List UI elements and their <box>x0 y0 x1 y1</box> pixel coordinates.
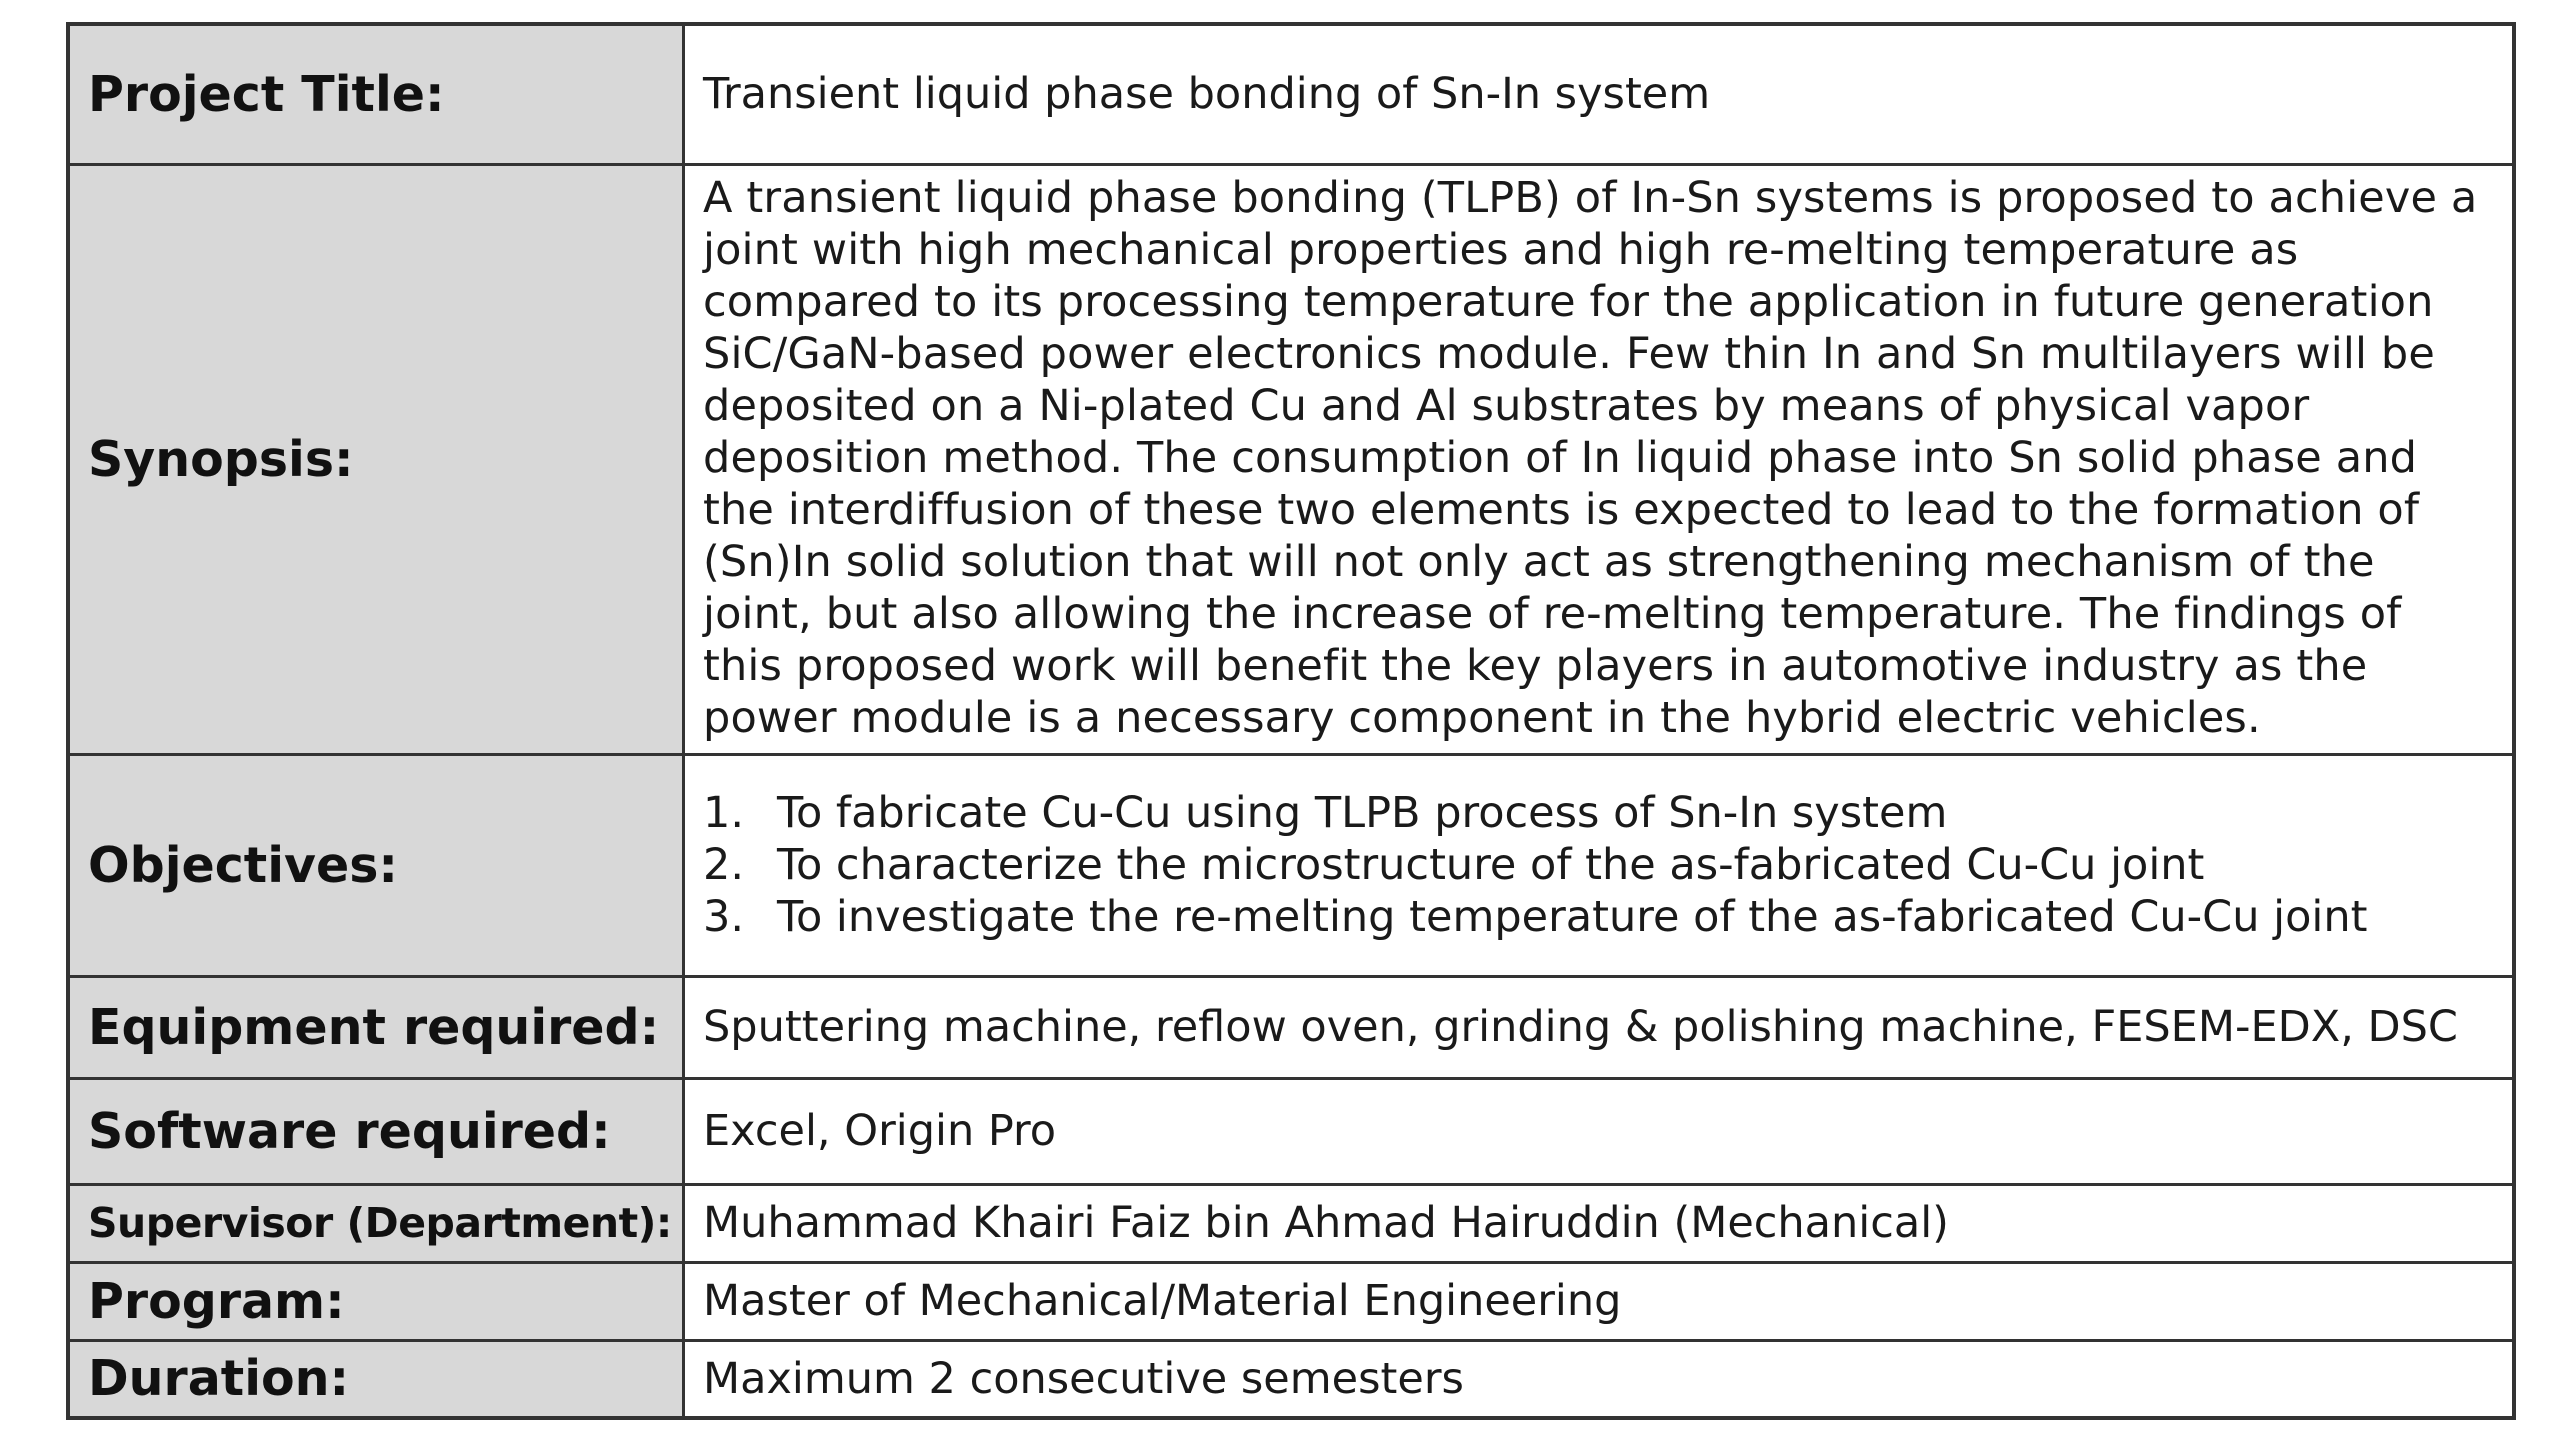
objective-text: To characterize the microstructure of the as-fabricated Cu-Cu joint <box>777 840 2205 890</box>
row-program <box>68 1262 2514 1340</box>
label-synopsis: Synopsis: <box>68 164 684 754</box>
value-synopsis-cell <box>684 164 2515 754</box>
objective-number: 2. <box>703 840 745 890</box>
row-supervisor <box>68 1184 2514 1262</box>
objective-item <box>703 787 2494 839</box>
label-objectives: Objectives: <box>68 754 684 976</box>
row-software <box>68 1078 2514 1184</box>
value-software: Excel, Origin Pro <box>684 1078 2515 1184</box>
project-sheet <box>66 22 2516 1420</box>
project-details-table <box>66 22 2516 1420</box>
value-objectives-cell <box>684 754 2515 976</box>
label-equipment: Equipment required: <box>68 976 684 1078</box>
value-duration: Maximum 2 consecutive semesters <box>684 1340 2515 1418</box>
objective-number: 3. <box>703 892 745 942</box>
value-supervisor: Muhammad Khairi Faiz bin Ahmad Hairuddin (Mechanical) <box>684 1184 2515 1262</box>
objective-text: To fabricate Cu-Cu using TLPB process of Sn-In system <box>777 788 1948 838</box>
row-objectives <box>68 754 2514 976</box>
synopsis-text: A transient liquid phase bonding (TLPB) of In-Sn systems is proposed to achieve a joint with high mechanical properties and high re-melting temperature as compared to its processing temperature for the application in future generation SiC/GaN-based power electronics module. Few thin In and Sn multilayers will be deposited on a Ni-plated Cu and Al substrates by means of physical vapor deposition method. The consumption of In liquid phase into Sn solid phase and the interdiffusion of these two elements is expected to lead to the formation of (Sn)In solid solution that will not only act as strengthening mechanism of the joint, but also allowing the increase of re-melting temperature. The findings of this proposed work will benefit the key players in automotive industry as the power module is a necessary component in the hybrid electric vehicles. <box>703 173 2478 743</box>
row-synopsis <box>68 164 2514 754</box>
label-software: Software required: <box>68 1078 684 1184</box>
objective-item <box>703 839 2494 891</box>
label-duration: Duration: <box>68 1340 684 1418</box>
label-project-title: Project Title: <box>68 24 684 164</box>
value-equipment: Sputtering machine, reflow oven, grinding & polishing machine, FESEM-EDX, DSC <box>684 976 2515 1078</box>
objective-text: To investigate the re-melting temperature of the as-fabricated Cu-Cu joint <box>777 892 2368 942</box>
label-supervisor: Supervisor (Department): <box>68 1184 684 1262</box>
row-equipment <box>68 976 2514 1078</box>
row-duration <box>68 1340 2514 1418</box>
objectives-list <box>703 787 2494 943</box>
objective-number: 1. <box>703 788 745 838</box>
value-program: Master of Mechanical/Material Engineering <box>684 1262 2515 1340</box>
row-project-title <box>68 24 2514 164</box>
label-program: Program: <box>68 1262 684 1340</box>
value-project-title: Transient liquid phase bonding of Sn-In system <box>684 24 2515 164</box>
objective-item <box>703 891 2494 943</box>
